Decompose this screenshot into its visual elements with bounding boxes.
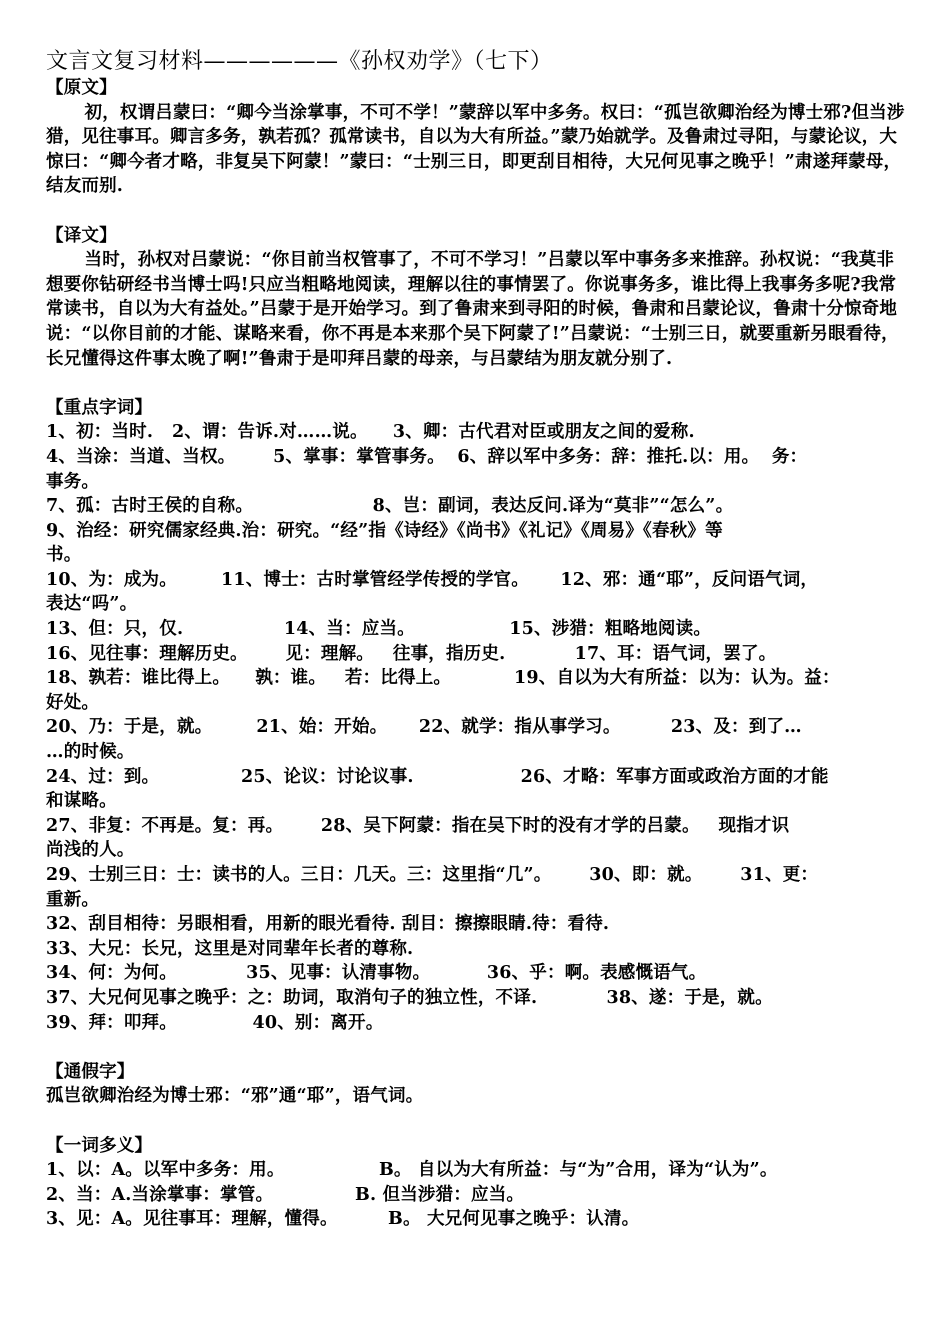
original-heading: 【原文】: [46, 78, 117, 98]
keyword-line: 重新。: [46, 889, 100, 910]
keywords-list: [46, 420, 910, 1035]
keywords-heading: 【重点字词】: [46, 397, 153, 418]
polysemy-heading: 【一词多义】: [46, 1135, 153, 1156]
keyword-line: 尚浅的人。: [46, 840, 135, 861]
keyword-line: …的时候。: [46, 742, 135, 763]
spacer: [46, 1035, 910, 1060]
keyword-line: 18、孰若：谁比得上。 孰：谁。 若：比得上。 19、自以为大有所益：以为：认为。益：: [46, 668, 840, 689]
polysemy-line: 2、当：A.当涂掌事：掌管。 B. 但当涉猎：应当。: [46, 1184, 525, 1205]
keyword-line: 表达“吗”。: [46, 594, 138, 615]
tongjia-text: 孤岂欲卿治经为博士邪：“邪”通“耶”，语气词。: [46, 1086, 424, 1107]
keyword-line: 34、何：为何。 35、见事：认清事物。 36、乎：啊。表感慨语气。: [46, 963, 707, 984]
tongjia-heading: 【通假字】: [46, 1061, 135, 1082]
keyword-line: 33、大兄：长兄，这里是对同辈年长者的尊称.: [46, 938, 414, 959]
translation-section: [46, 224, 910, 372]
original-section: [46, 76, 910, 199]
keyword-line: 29、士别三日：士：读书的人。三日：几天。三：这里指“几”。 30、即：就。 31、更：: [46, 865, 819, 885]
keyword-line: 书。: [46, 545, 82, 566]
keyword-line: 13、但：只，仅. 14、当：应当。 15、涉猎：粗略地阅读。: [46, 619, 712, 640]
spacer: [46, 199, 910, 224]
keyword-line: 事务。: [46, 471, 100, 492]
keywords-section: [46, 396, 910, 1035]
keyword-line: 32、刮目相待：另眼相看，用新的眼光看待. 刮目：擦擦眼睛.待：看待.: [46, 914, 610, 935]
original-text: 初，权谓吕蒙曰：“卿今当涂掌事，不可不学！”蒙辞以军中多务。权曰：“孤岂欲卿治经为博士邪?但当涉猎，见往事耳。卿言多务，孰若孤？孤常读书，自以为大有所益。”蒙乃始就学。及鲁肃过寻阳，与蒙论议，大惊曰：“卿今者才略，非复吴下阿蒙！”蒙曰：“士别三日，即更刮目相待，大兄何见事之晚乎！”肃遂拜蒙母，结友而别.: [46, 102, 905, 197]
spacer: [46, 1109, 910, 1134]
keyword-line: 27、非复：不再是。复：再。 28、吴下阿蒙：指在吴下时的没有才学的吕蒙。 现指才识: [46, 815, 790, 836]
keyword-line: 4、当涂：当道、当权。 5、掌事：掌管事务。 6、辞以军中多务：辞：推托.以：用。 务：: [46, 446, 808, 467]
keyword-line: 9、治经：研究儒家经典.治：研究。“经”指《诗经》《尚书》《礼记》《周易》《春秋》等: [46, 520, 723, 541]
keyword-line: 39、拜：叩拜。 40、别：离开。: [46, 1012, 384, 1033]
keyword-line: 好处。: [46, 692, 100, 713]
page-title: 文言文复习材料——————《孙权劝学》（七下）: [46, 49, 553, 74]
tongjia-section: [46, 1060, 910, 1109]
polysemy-line: 1、以：A。以军中多务：用。 B。 自以为大有所益：与“为”合用，译为“认为”。: [46, 1160, 778, 1181]
spacer: [46, 371, 910, 396]
keyword-line: 24、过：到。 25、论议：讨论议事. 26、才略：军事方面或政治方面的才能: [46, 766, 829, 787]
keyword-line: 10、为：成为。 11、博士：古时掌管经学传授的学官。 12、邪：通“耶”，反问语气词，: [46, 569, 819, 590]
keyword-line: 37、大兄何见事之晚乎：之：助词，取消句子的独立性，不译. 38、遂：于是，就。: [46, 987, 773, 1008]
translation-heading: 【译文】: [46, 225, 117, 246]
translation-text: 当时，孙权对吕蒙说：“你目前当权管事了，不可不学习！”吕蒙以军中事务多来推辞。孙权说：“我莫非想要你钻研经书当博士吗!只应当粗略地阅读，理解以往的事情罢了。你说事务多，谁比得上我事务多呢?我常常读书，自以为大有益处。”吕蒙于是开始学习。到了鲁肃来到寻阳的时候，鲁肃和吕蒙论议，鲁肃十分惊奇地说：“以你目前的才能、谋略来看，你不再是本来那个吴下阿蒙了!”吕蒙说：“士别三日，就要重新另眼看待，长兄懂得这件事太晚了啊!”鲁肃于是叩拜吕蒙的母亲，与吕蒙结为朋友就分别了.: [46, 250, 899, 369]
keyword-line: 和谋略。: [46, 791, 117, 812]
polysemy-line: 3、见：A。见往事耳：理解，懂得。 B。 大兄何见事之晚乎：认清。: [46, 1209, 640, 1230]
keyword-line: 1、初：当时. 2、谓：告诉.对……说。 3、卿：古代君对臣或朋友之间的爱称.: [46, 422, 695, 443]
keyword-line: 7、孤：古时王侯的自称。 8、岂：副词，表达反问.译为“莫非”“怎么”。: [46, 496, 734, 517]
keyword-line: 20、乃：于是，就。 21、始：开始。 22、就学：指从事学习。 23、及：到了…: [46, 717, 802, 738]
polysemy-section: [46, 1134, 910, 1232]
keyword-line: 16、见往事：理解历史。 见：理解。 往事，指历史. 17、耳：语气词，罢了。: [46, 643, 777, 664]
